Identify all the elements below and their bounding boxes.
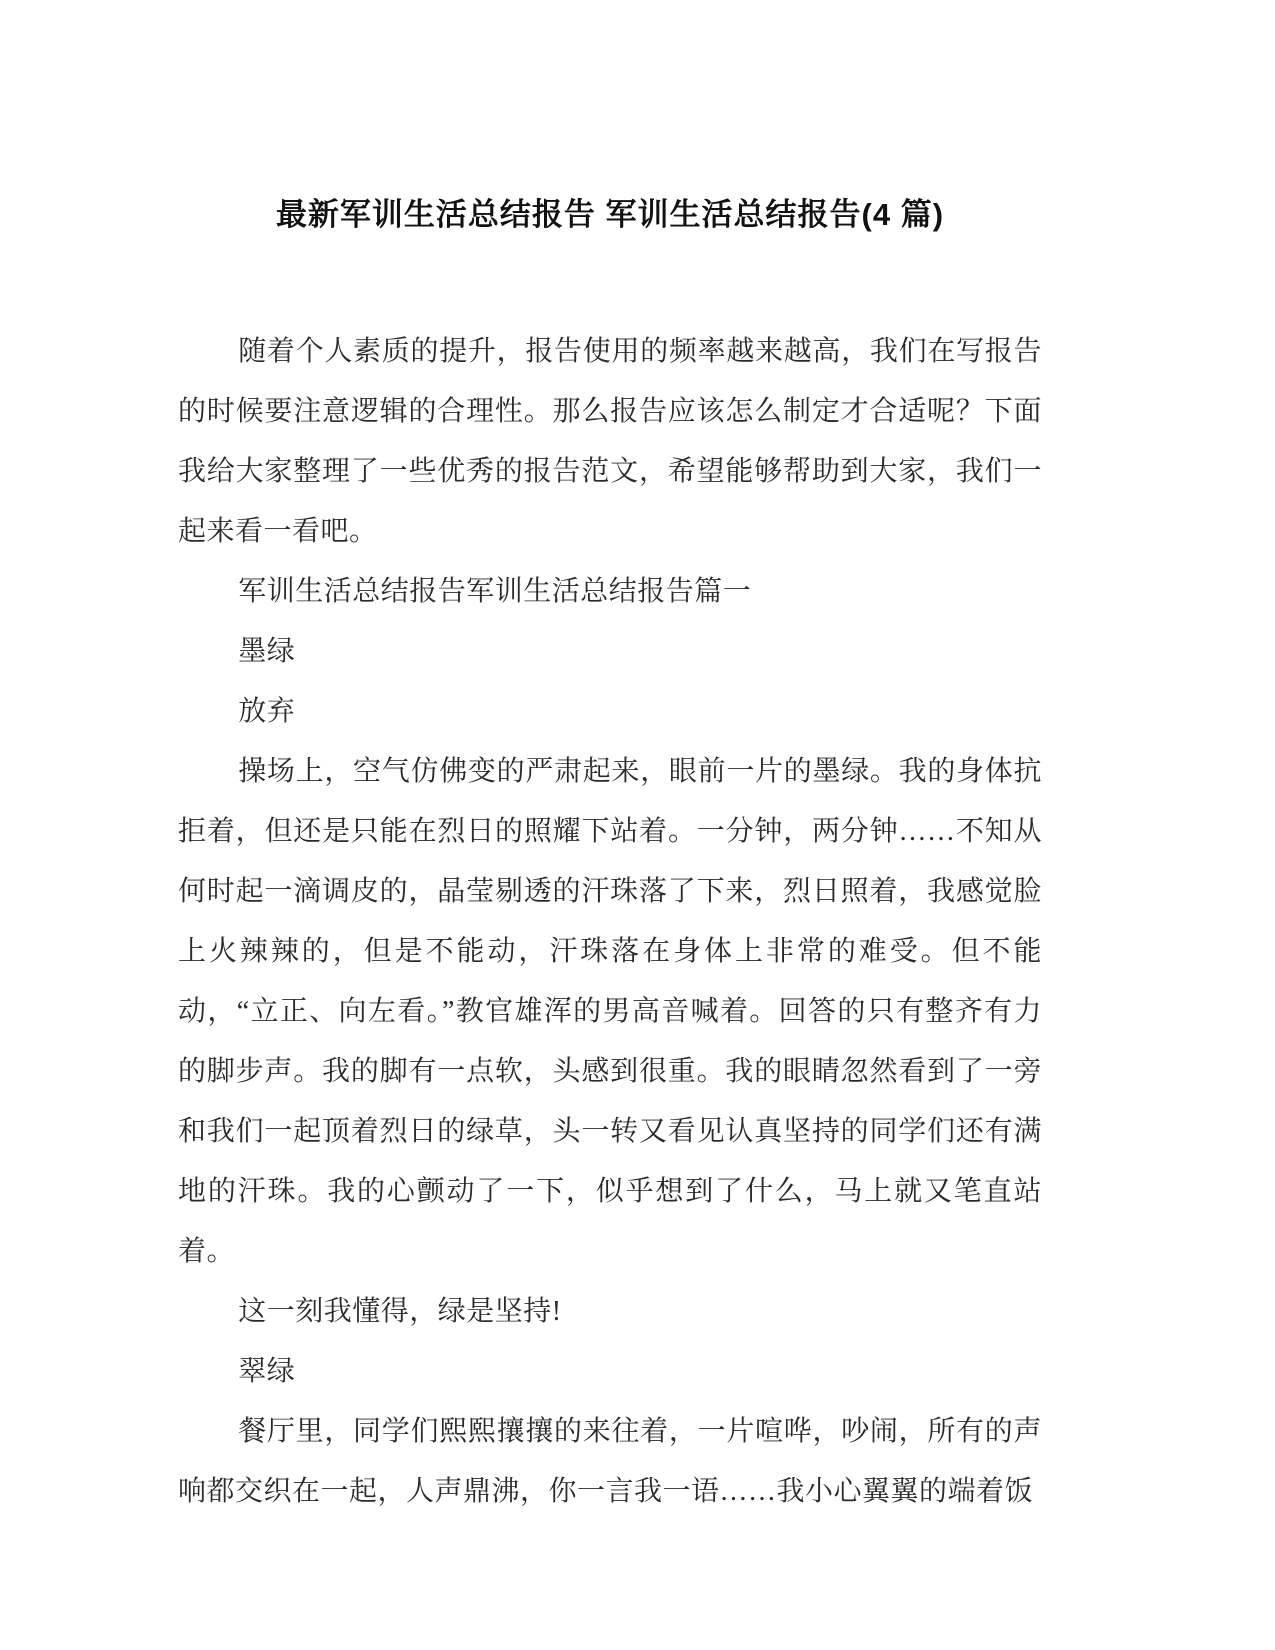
paragraph: 餐厅里，同学们熙熙攘攘的来往着，一片喧哗，吵闹，所有的声响都交织在一起，人声鼎沸，你一言我一语……我小心翼翼的端着饭: [178, 1416, 1042, 1507]
paragraph: 操场上，空气仿佛变的严肃起来，眼前一片的墨绿。我的身体抗拒着，但还是只能在烈日的照耀下站着。一分钟，两分钟……不知从何时起一滴调皮的，晶莹剔透的汗珠落了下来，烈日照着，我感觉脸上火辣辣的，但是不能动，汗珠落在身体上非常的难受。但不能动，“立正、向左看。”教官雄浑的男高音喊着。回答的只有整齐有力的脚步声。我的脚有一点软，头感到很重。我的眼睛忽然看到了一旁和我们一起顶着烈日的绿草，头一转又看见认真坚持的同学们还有满地的汗珠。我的心颤动了一下，似乎想到了什么，马上就又笔直站着。: [178, 756, 1042, 1267]
paragraph: 墨绿: [238, 636, 296, 667]
document-body: [178, 322, 1042, 1522]
paragraph: 这一刻我懂得，绿是坚持!: [238, 1296, 562, 1327]
paragraph: 军训生活总结报告军训生活总结报告篇一: [238, 576, 752, 607]
paragraph: 放弃: [238, 696, 296, 727]
document-title: 最新军训生活总结报告 军训生活总结报告(4 篇): [275, 197, 945, 232]
paragraph: 翠绿: [238, 1356, 296, 1387]
paragraph: 随着个人素质的提升，报告使用的频率越来越高，我们在写报告的时候要注意逻辑的合理性。那么报告应该怎么制定才合适呢？下面我给大家整理了一些优秀的报告范文，希望能够帮助到大家，我们一起来看一看吧。: [178, 336, 1042, 547]
